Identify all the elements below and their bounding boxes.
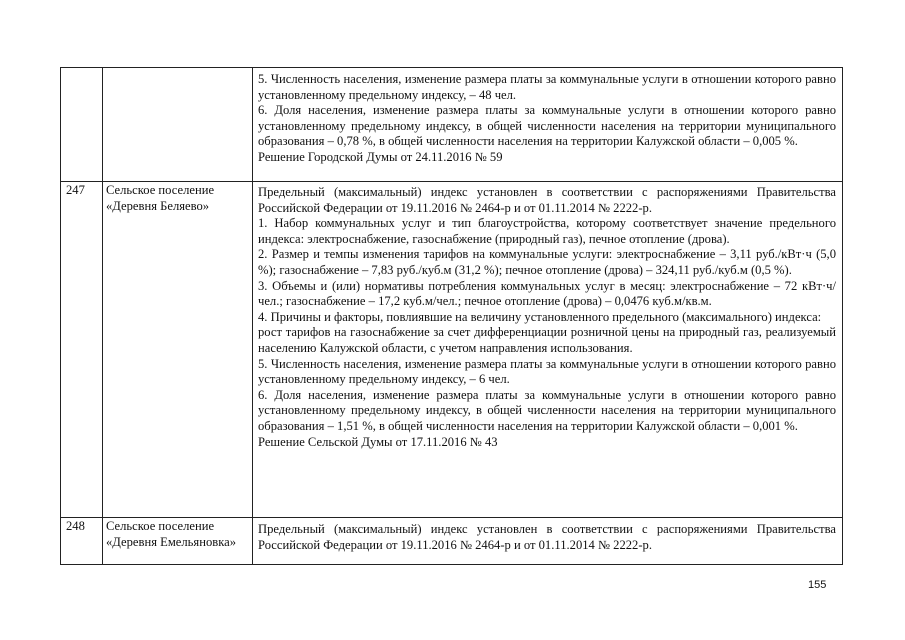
paragraph: 6. Доля населения, изменение размера платы за коммунальные услуги в отношении которого равно установленному предельному индексу, в общей численности населения на территории муниципального образования – 0,78 %, в общей численности населения на территории Калужской области – 0,005 %. <box>258 103 836 149</box>
paragraph: Предельный (максимальный) индекс установлен в соответствии с распоряжениями Правительства Российской Федерации от 19.11.2016 № 2464-р и от 01.11.2014 № 2222-р. <box>258 522 836 552</box>
column-divider <box>252 67 253 565</box>
paragraph: 1. Набор коммунальных услуг и тип благоустройства, которому соответствует значение предельного индекса: электроснабжение, газоснабжение (природный газ), печное отопление (дрова). <box>258 216 836 246</box>
decision-reference: Решение Городской Думы от 24.11.2016 № 59 <box>258 149 503 164</box>
paragraph: 6. Доля населения, изменение размера платы за коммунальные услуги в отношении которого равно установленному предельному индексу, в общей численности населения на территории муниципального образования – 1,51 %, в общей численности населения на территории Калужской области – 0,001 %. <box>258 387 836 433</box>
row-divider <box>60 181 843 182</box>
page-number: 155 <box>808 579 827 591</box>
table-border-left <box>60 67 61 565</box>
paragraph: рост тарифов на газоснабжение за счет дифференциации розничной цены на природный газ, реализуемый населению Калужской области, с учетом направления использования. <box>258 325 836 355</box>
document-table <box>60 67 843 565</box>
table-border-top <box>60 67 843 68</box>
paragraph: 5. Численность населения, изменение размера платы за коммунальные услуги в отношении которого равно установленному предельному индексу, – 48 чел. <box>258 72 836 102</box>
row-continuation-text <box>258 72 836 166</box>
table-border-bottom <box>60 564 843 565</box>
paragraph: Предельный (максимальный) индекс установлен в соответствии с распоряжениями Правительства Российской Федерации от 19.11.2016 № 2464-р и от 01.11.2014 № 2222-р. <box>258 185 836 215</box>
paragraph: 2. Размер и темпы изменения тарифов на коммунальные услуги: электроснабжение – 3,11 руб./кВт·ч (5,0 %); газоснабжение – 7,83 руб./куб.м (31,2 %); печное отопление (дрова) – 324,11 руб./куб.м (0,5 %). <box>258 247 836 277</box>
row-number: 247 <box>66 183 85 197</box>
settlement-name: Сельское поселение «Деревня Емельяновка» <box>106 519 237 549</box>
settlement-name: Сельское поселение «Деревня Беляево» <box>106 183 215 213</box>
decision-reference: Решение Сельской Думы от 17.11.2016 № 43 <box>258 434 498 449</box>
paragraph: 3. Объемы и (или) нормативы потребления коммунальных услуг в месяц: электроснабжение – 72 кВт·ч/чел.; газоснабжение – 17,2 куб.м/чел.; печное отопление (дрова) – 0,0476 куб.м/кв.м. <box>258 278 836 309</box>
paragraph: 4. Причины и факторы, повлиявшие на величину установленного предельного (максимального) индекса: <box>258 309 822 324</box>
index-description <box>258 185 836 450</box>
column-divider <box>102 67 103 565</box>
row-number: 248 <box>66 519 85 533</box>
table-border-right <box>842 67 843 565</box>
row-divider <box>60 517 843 518</box>
paragraph: 5. Численность населения, изменение размера платы за коммунальные услуги в отношении которого равно установленному предельному индексу, – 6 чел. <box>258 356 836 387</box>
index-description <box>258 522 836 553</box>
